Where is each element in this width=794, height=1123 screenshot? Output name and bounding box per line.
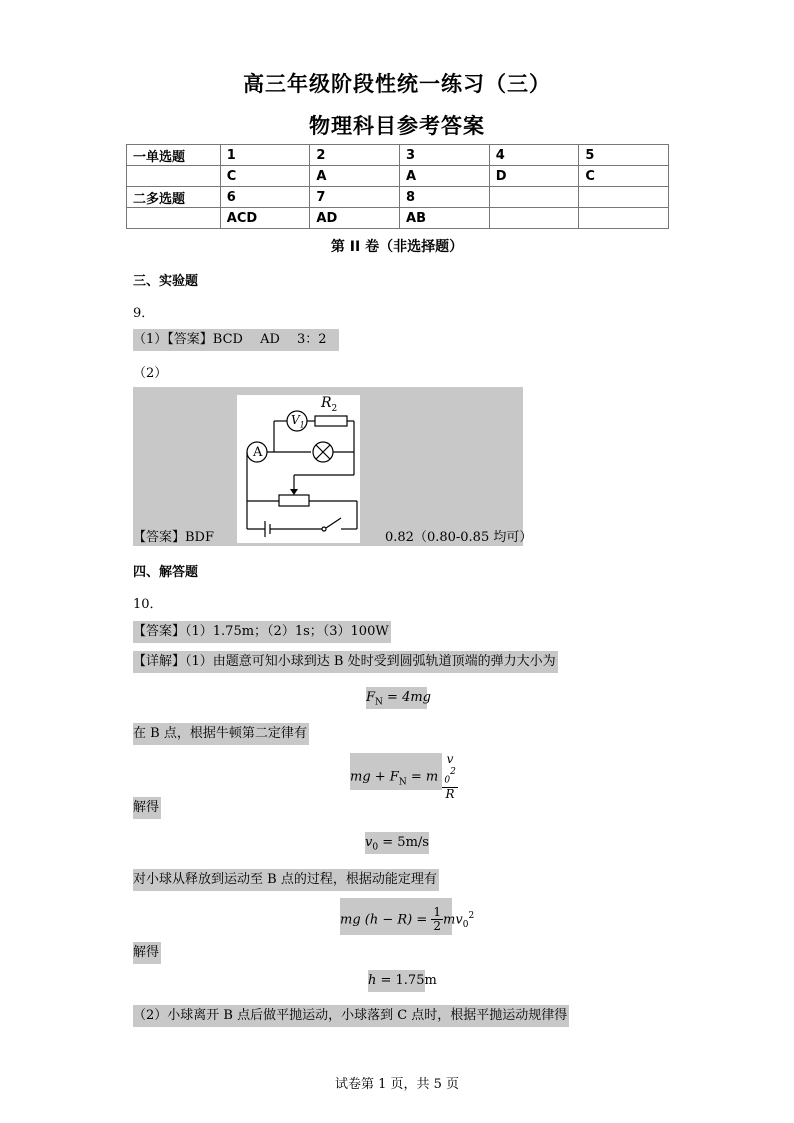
section3-heading: 三、实验题 [133, 274, 199, 289]
table-cell: D [489, 166, 579, 187]
eq2-fraction [442, 753, 457, 801]
q9-number: 9． [133, 306, 155, 321]
table-row [127, 187, 669, 208]
table-cell: 5 [579, 145, 669, 166]
eq4-rhs-sub: 0 [462, 919, 469, 930]
q9-part2-answer-block [133, 387, 533, 546]
r2-label [321, 395, 337, 414]
q9-part2-answer-left: 【答案】BDF [133, 530, 214, 545]
q9-part1-answer: （1）【答案】BCD AD 3：2 [133, 329, 339, 351]
table-cell: 6 [220, 187, 310, 208]
equation-3 [365, 832, 429, 854]
circuit-diagram [237, 395, 360, 543]
table-row [127, 208, 669, 229]
eq1-rhs: = 4mg [382, 690, 431, 705]
part2-title: 第 II 卷（非选择题） [330, 239, 464, 255]
eq2-num-sup: 2 [450, 767, 456, 777]
eq1-sub: N [375, 697, 383, 708]
r2-letter: R [321, 395, 332, 411]
table-cell: AB [400, 208, 490, 229]
q10-text-2: 在 B 点，根据牛顿第二定律有 [133, 723, 309, 745]
table-cell: 2 [310, 145, 400, 166]
eq4-fraction [431, 906, 443, 933]
eq2-mid: = m [406, 769, 439, 785]
table-cell [127, 166, 221, 187]
table-row [127, 166, 669, 187]
equation-5 [368, 970, 437, 992]
table-cell: A [400, 166, 490, 187]
equation-2 [350, 752, 456, 802]
table-cell: 1 [220, 145, 310, 166]
table-cell [579, 187, 669, 208]
ammeter-label: A [253, 445, 263, 460]
eq2-lhs: mg + F [350, 769, 399, 785]
r2-sub: 2 [331, 403, 338, 414]
q10-detail: 【详解】（1）由题意可知小球到达 B 处时受到圆弧轨道顶端的弹力大小为 [133, 651, 558, 673]
eq4-rhs: mv [443, 912, 463, 928]
table-cell: 二多选题 [127, 187, 221, 208]
eq3-rhs: = 5m/s [378, 835, 429, 850]
table-cell [489, 187, 579, 208]
table-row [127, 145, 669, 166]
table-cell: ACD [220, 208, 310, 229]
equation-4 [340, 898, 475, 935]
table-cell [127, 208, 221, 229]
equation-1 [366, 687, 431, 709]
eq1-lhs: F [366, 690, 376, 705]
section4-heading: 四、解答题 [133, 565, 199, 580]
eq2-numerator [442, 753, 457, 788]
table-cell: 一单选题 [127, 145, 221, 166]
table-cell: C [579, 166, 669, 187]
table-cell [579, 208, 669, 229]
table-cell: A [310, 166, 400, 187]
table-cell: AD [310, 208, 400, 229]
q10-text-3: 解得 [133, 797, 161, 819]
eq2-num-var: v [446, 752, 454, 766]
table-cell: 8 [400, 187, 490, 208]
q9-part2-answer-right: 0.82（0.80-0.85 均可） [385, 530, 533, 545]
q10-number: 10． [133, 597, 163, 612]
page-subtitle: 物理科目参考答案 [309, 114, 485, 138]
eq3-lhs: v [365, 835, 373, 850]
q10-text-6: （2）小球离开 B 点后做平抛运动，小球落到 C 点时，根据平抛运动规律得 [133, 1005, 569, 1027]
page-footer: 试卷第 1 页，共 5 页 [334, 1077, 460, 1092]
eq4-rhs-sup: 2 [468, 911, 475, 921]
table-cell: 4 [489, 145, 579, 166]
q10-text-4: 对小球从释放到运动至 B 点的过程，根据动能定理有 [133, 869, 439, 891]
q10-answer: 【答案】（1）1.75m；（2）1s；（3）100W [133, 621, 391, 643]
voltmeter-sub: 1 [299, 420, 305, 430]
eq3-sub: 0 [372, 842, 379, 853]
table-cell [489, 208, 579, 229]
eq2-sub: N [398, 777, 407, 788]
eq5-lhs: h [368, 973, 377, 988]
answer-table [126, 144, 669, 229]
table-cell: 3 [400, 145, 490, 166]
table-cell: C [220, 166, 310, 187]
page-title: 高三年级阶段性统一练习（三） [243, 72, 551, 96]
q10-text-5: 解得 [133, 942, 161, 964]
q9-part2-label: （2） [133, 366, 168, 381]
eq2-num-sub: 0 [444, 775, 451, 786]
voltmeter-label [291, 413, 305, 429]
eq4-lhs: mg (h − R) = [340, 912, 432, 928]
eq4-denominator: 2 [433, 919, 442, 934]
eq4-numerator: 1 [433, 905, 442, 920]
eq5-rhs: = 1.75m [376, 973, 437, 988]
eq2-denominator: R [445, 787, 455, 802]
table-cell: 7 [310, 187, 400, 208]
voltmeter-letter: V [291, 413, 300, 427]
